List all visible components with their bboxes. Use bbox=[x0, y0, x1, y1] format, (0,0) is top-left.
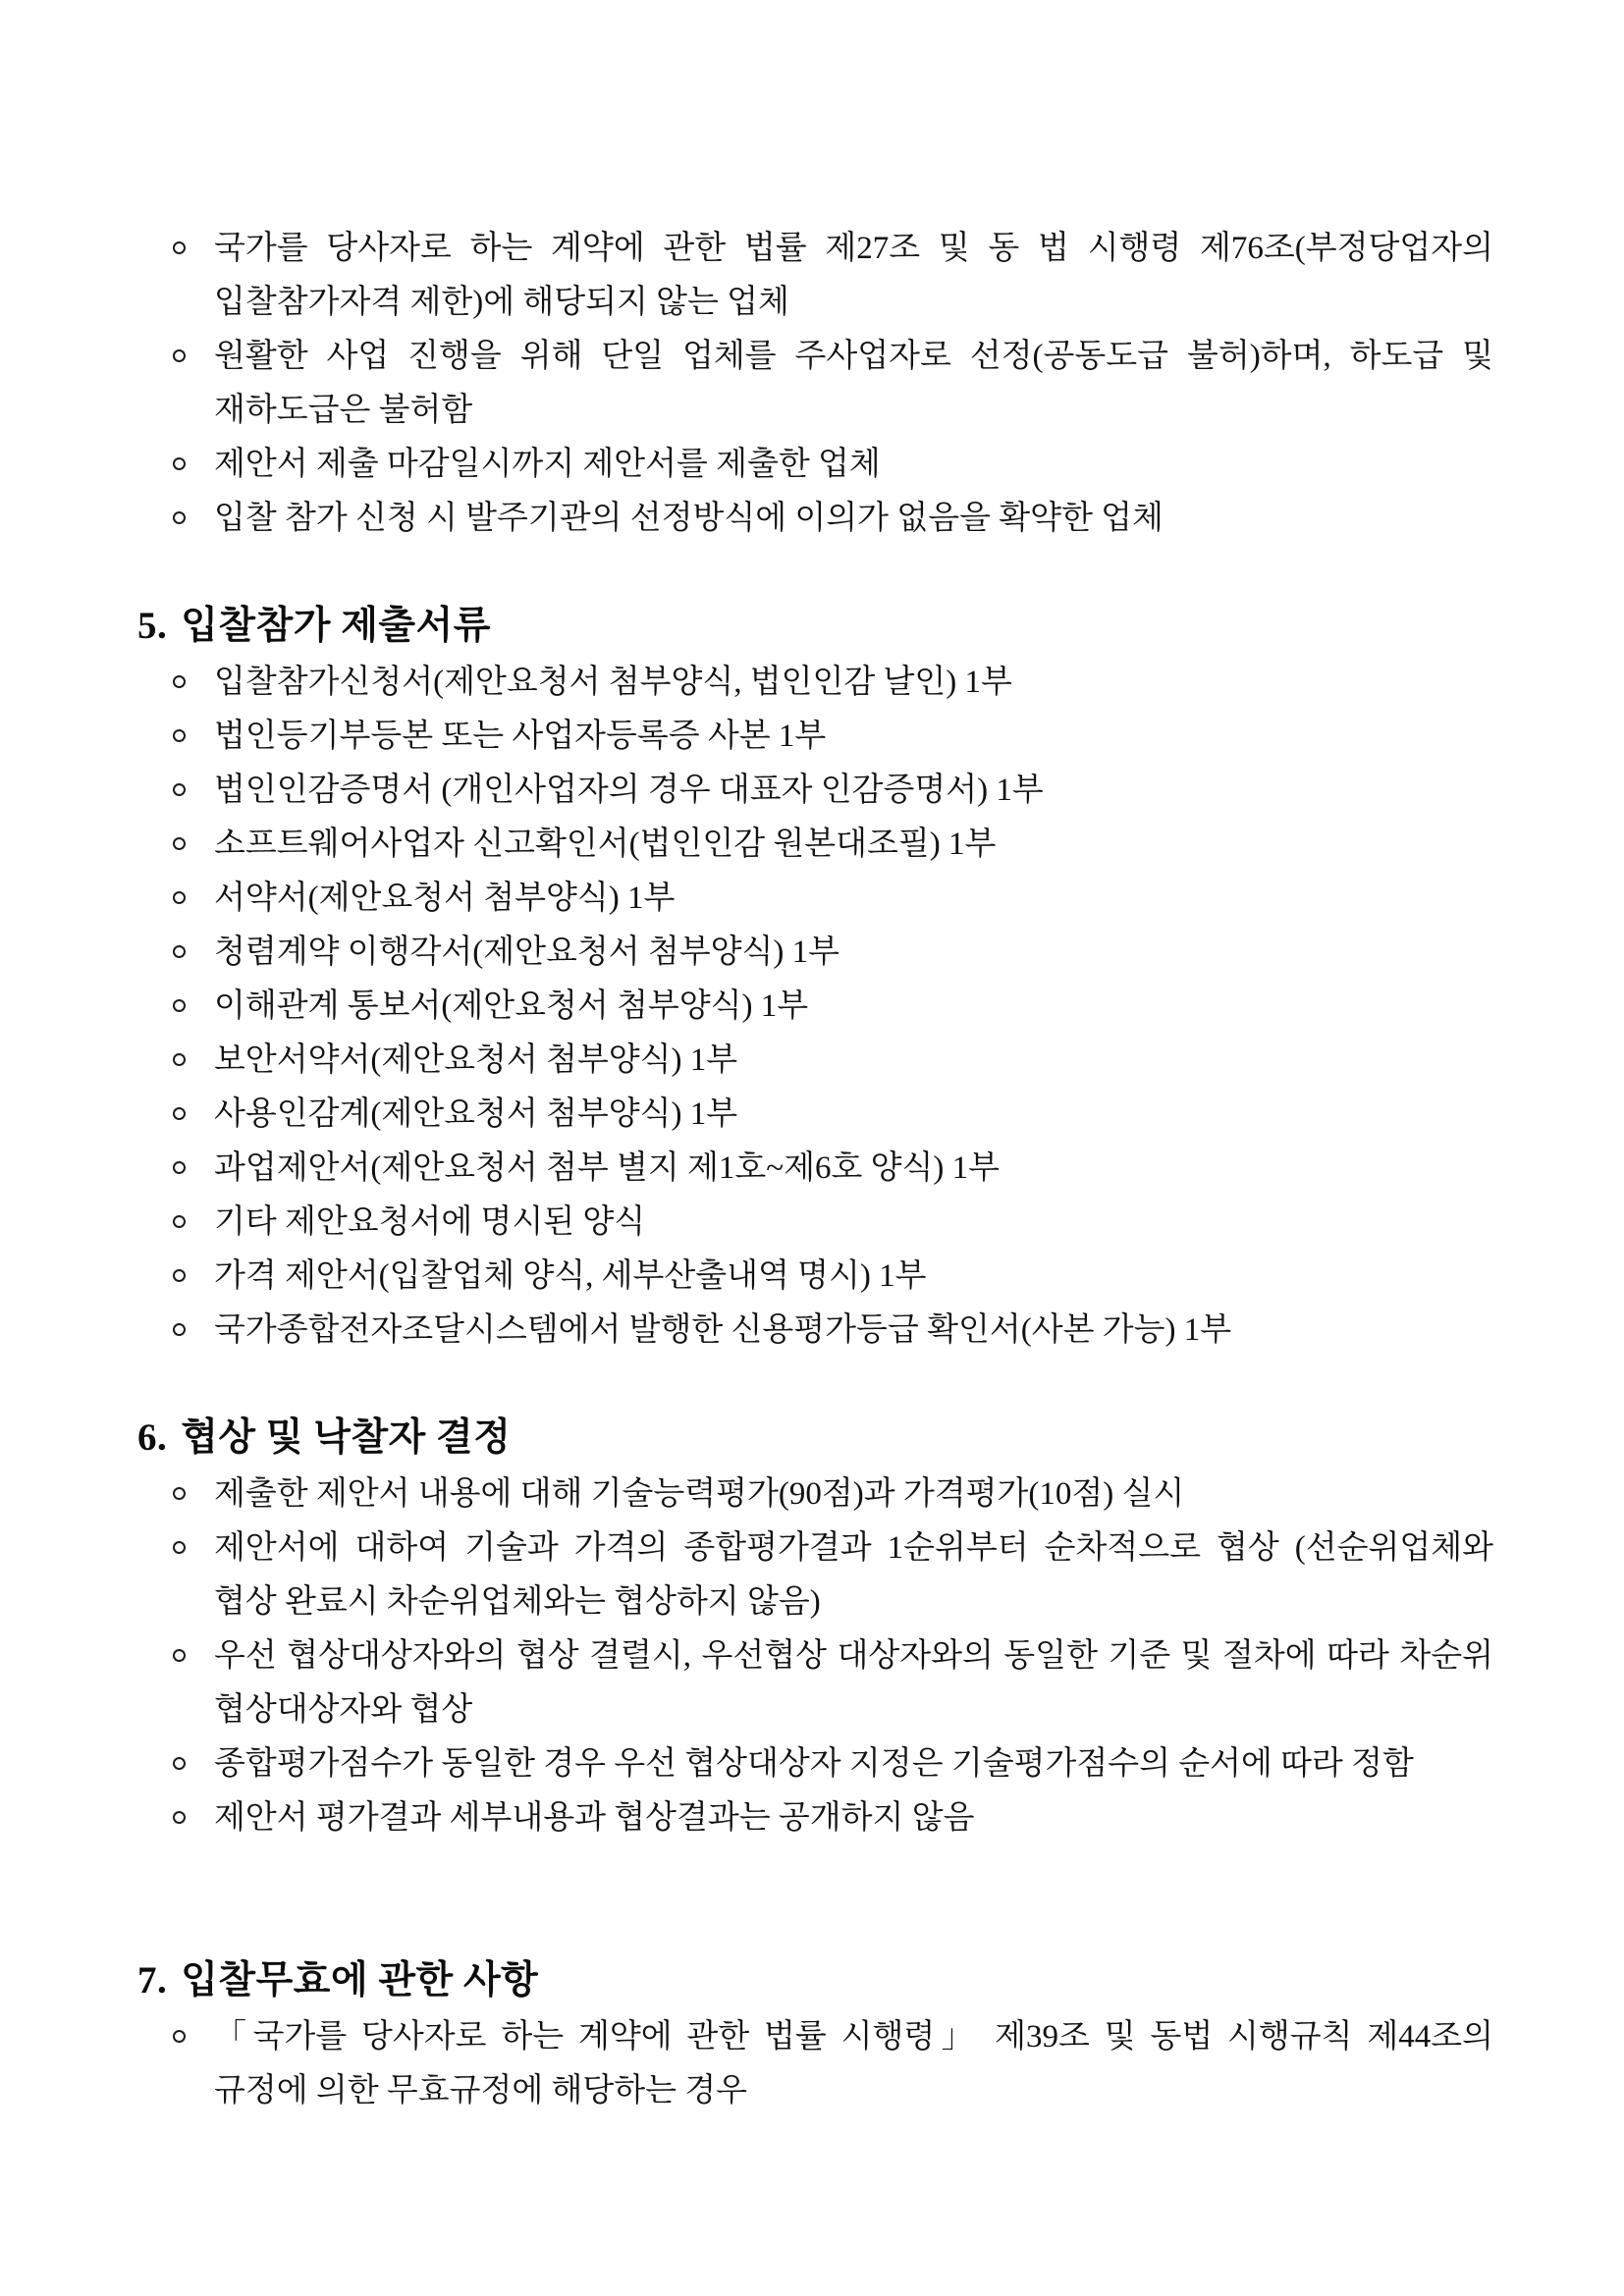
bullet-text: 종합평가점수가 동일한 경우 우선 협상대상자 지정은 기술평가점수의 순서에 따라 정함 bbox=[214, 1746, 1414, 1782]
bullet-text: 제안서에 대하여 기술과 가격의 종합평가결과 1순위부터 순차적으로 협상 (선순위업체와 협상 완료시 차순위업체와는 협상하지 않음) bbox=[214, 1530, 1493, 1620]
list-item bbox=[137, 1088, 1493, 1142]
list-item bbox=[137, 1304, 1493, 1358]
bullet-text: 보안서약서(제안요청서 첨부양식) 1부 bbox=[214, 1042, 738, 1078]
list-item bbox=[137, 980, 1493, 1034]
bullet-text: 입찰 참가 신청 시 발주기관의 선정방식에 이의가 없음을 확약한 업체 bbox=[214, 501, 1164, 536]
circle-bullet-icon bbox=[173, 1811, 186, 1824]
bullet-text: 제안서 제출 마감일시까지 제안서를 제출한 업체 bbox=[214, 447, 881, 482]
section-title: 입찰참가 제출서류 bbox=[181, 605, 491, 647]
section-heading bbox=[137, 1951, 1493, 2010]
bullet-text: 청렴계약 이행각서(제안요청서 첨부양식) 1부 bbox=[214, 934, 840, 970]
section-title: 입찰무효에 관한 사항 bbox=[181, 1959, 539, 2002]
list-item bbox=[137, 1034, 1493, 1088]
circle-bullet-icon bbox=[173, 241, 186, 254]
document-section bbox=[137, 597, 1493, 1358]
bullet-text: 가격 제안서(입찰업체 양식, 세부산출내역 명시) 1부 bbox=[214, 1258, 927, 1294]
list-item bbox=[137, 926, 1493, 980]
circle-bullet-icon bbox=[173, 1757, 186, 1770]
bullet-text: 과업제안서(제안요청서 첨부 별지 제1호~제6호 양식) 1부 bbox=[214, 1150, 1001, 1186]
section-number: 6. bbox=[137, 1416, 168, 1459]
sections-container bbox=[137, 597, 1493, 2118]
list-item bbox=[137, 1468, 1493, 1522]
list-item bbox=[137, 438, 1493, 492]
circle-bullet-icon bbox=[173, 1323, 186, 1336]
circle-bullet-icon bbox=[173, 1541, 186, 1554]
list-item bbox=[137, 330, 1493, 438]
circle-bullet-icon bbox=[173, 1487, 186, 1500]
list-item bbox=[137, 1522, 1493, 1629]
list-item bbox=[137, 1250, 1493, 1304]
bullet-text: 기타 제안요청서에 명시된 양식 bbox=[214, 1204, 646, 1240]
bullet-text: 사용인감계(제안요청서 첨부양식) 1부 bbox=[214, 1096, 738, 1132]
circle-bullet-icon bbox=[173, 999, 186, 1012]
list-item bbox=[137, 764, 1493, 818]
bullet-text: 서약서(제안요청서 첨부양식) 1부 bbox=[214, 881, 676, 916]
circle-bullet-icon bbox=[173, 837, 186, 850]
bullet-text: 국가종합전자조달시스템에서 발행한 신용평가등급 확인서(사본 가능) 1부 bbox=[214, 1312, 1232, 1348]
bullet-text: 법인인감증명서 (개인사업자의 경우 대표자 인감증명서) 1부 bbox=[214, 773, 1044, 808]
bullet-text: 국가를 당사자로 하는 계약에 관한 법률 제27조 및 동 법 시행령 제76조(부정당업자의 입찰참가자격 제한)에 해당되지 않는 업체 bbox=[214, 231, 1493, 320]
list-item bbox=[137, 2010, 1493, 2118]
circle-bullet-icon bbox=[173, 2030, 186, 2043]
bullet-text: 원활한 사업 진행을 위해 단일 업체를 주사업자로 선정(공동도급 불허)하며, 하도급 및 재하도급은 불허함 bbox=[214, 339, 1493, 428]
document-section bbox=[137, 1409, 1493, 1845]
circle-bullet-icon bbox=[173, 511, 186, 524]
circle-bullet-icon bbox=[173, 1161, 186, 1174]
list-item bbox=[137, 1196, 1493, 1250]
bullet-text: 소프트웨어사업자 신고확인서(법인인감 원본대조필) 1부 bbox=[214, 827, 997, 862]
circle-bullet-icon bbox=[173, 945, 186, 958]
list-item bbox=[137, 710, 1493, 764]
bullet-text: 제안서 평가결과 세부내용과 협상결과는 공개하지 않음 bbox=[214, 1800, 975, 1836]
list-item bbox=[137, 656, 1493, 710]
section-bullet-list bbox=[137, 2010, 1493, 2118]
section-bullet-list bbox=[137, 1468, 1493, 1845]
section-title: 협상 및 낙찰자 결정 bbox=[181, 1416, 512, 1459]
circle-bullet-icon bbox=[173, 1107, 186, 1120]
list-item bbox=[137, 1142, 1493, 1196]
bullet-text: 입찰참가신청서(제안요청서 첨부양식, 법인인감 날인) 1부 bbox=[214, 665, 1012, 700]
document-section bbox=[137, 1951, 1493, 2118]
circle-bullet-icon bbox=[173, 1269, 186, 1282]
circle-bullet-icon bbox=[173, 349, 186, 362]
circle-bullet-icon bbox=[173, 1053, 186, 1066]
bullet-text: 우선 협상대상자와의 협상 결렬시, 우선협상 대상자와의 동일한 기준 및 절차에 따라 차순위 협상대상자와 협상 bbox=[214, 1638, 1493, 1728]
circle-bullet-icon bbox=[173, 783, 186, 796]
circle-bullet-icon bbox=[173, 1649, 186, 1662]
list-item bbox=[137, 1737, 1493, 1791]
section-number: 5. bbox=[137, 605, 168, 647]
bullet-text: 법인등기부등본 또는 사업자등록증 사본 1부 bbox=[214, 719, 827, 754]
section-bullet-list bbox=[137, 656, 1493, 1358]
list-item bbox=[137, 872, 1493, 926]
list-item bbox=[137, 1791, 1493, 1845]
intro-bullet-list bbox=[137, 222, 1493, 546]
circle-bullet-icon bbox=[173, 729, 186, 742]
section-heading bbox=[137, 597, 1493, 656]
list-item bbox=[137, 818, 1493, 872]
bullet-text: 「국가를 당사자로 하는 계약에 관한 법률 시행령」 제39조 및 동법 시행규칙 제44조의 규정에 의한 무효규정에 해당하는 경우 bbox=[214, 2019, 1493, 2109]
circle-bullet-icon bbox=[173, 1215, 186, 1228]
bullet-text: 이해관계 통보서(제안요청서 첨부양식) 1부 bbox=[214, 988, 809, 1024]
section-heading bbox=[137, 1409, 1493, 1468]
circle-bullet-icon bbox=[173, 675, 186, 688]
list-item bbox=[137, 492, 1493, 546]
section-number: 7. bbox=[137, 1959, 168, 2002]
bullet-text: 제출한 제안서 내용에 대해 기술능력평가(90점)과 가격평가(10점) 실시 bbox=[214, 1476, 1185, 1512]
circle-bullet-icon bbox=[173, 891, 186, 904]
circle-bullet-icon bbox=[173, 457, 186, 470]
list-item bbox=[137, 1629, 1493, 1737]
list-item bbox=[137, 222, 1493, 330]
